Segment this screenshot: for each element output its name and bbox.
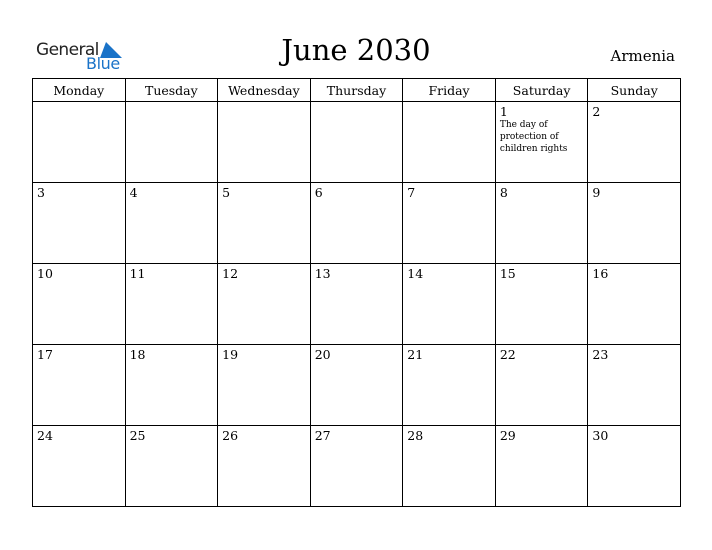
day-cell bbox=[588, 102, 681, 183]
day-number: 13 bbox=[314, 266, 331, 281]
day-cell bbox=[588, 345, 681, 426]
day-number: 1 bbox=[499, 104, 508, 119]
day-cell bbox=[588, 264, 681, 345]
day-cell bbox=[33, 426, 126, 507]
day-number: 6 bbox=[314, 185, 323, 200]
day-cell bbox=[33, 264, 126, 345]
weekday-header: Sunday bbox=[588, 79, 681, 102]
day-cell bbox=[310, 426, 403, 507]
calendar-grid bbox=[32, 78, 681, 507]
day-cell bbox=[125, 183, 218, 264]
day-cell bbox=[125, 264, 218, 345]
day-cell bbox=[218, 183, 311, 264]
day-number: 8 bbox=[499, 185, 508, 200]
day-cell bbox=[588, 426, 681, 507]
day-cell bbox=[495, 264, 588, 345]
day-cell bbox=[125, 345, 218, 426]
day-cell bbox=[495, 426, 588, 507]
day-cell bbox=[588, 183, 681, 264]
day-number: 23 bbox=[592, 347, 609, 362]
day-number: 28 bbox=[407, 428, 424, 443]
day-number: 22 bbox=[499, 347, 516, 362]
day-cell bbox=[125, 102, 218, 183]
day-number: 16 bbox=[592, 266, 609, 281]
country-label: Armenia bbox=[610, 47, 675, 65]
page-title: June 2030 bbox=[281, 33, 431, 67]
day-cell bbox=[310, 264, 403, 345]
day-cell bbox=[218, 426, 311, 507]
weekday-header: Wednesday bbox=[218, 79, 311, 102]
day-number: 24 bbox=[37, 428, 53, 443]
day-cell bbox=[310, 102, 403, 183]
logo-word-general: General bbox=[36, 40, 99, 60]
day-cell bbox=[218, 264, 311, 345]
day-number: 11 bbox=[129, 266, 146, 281]
day-number: 4 bbox=[129, 185, 138, 200]
weekday-header: Tuesday bbox=[125, 79, 218, 102]
day-number: 20 bbox=[314, 347, 331, 362]
day-cell bbox=[495, 183, 588, 264]
day-number: 26 bbox=[222, 428, 239, 443]
day-cell bbox=[403, 183, 496, 264]
day-number: 9 bbox=[592, 185, 601, 200]
day-cell bbox=[33, 102, 126, 183]
logo-word-blue: Blue bbox=[86, 54, 120, 73]
day-cell bbox=[403, 102, 496, 183]
day-cell bbox=[125, 426, 218, 507]
weekday-header: Saturday bbox=[495, 79, 588, 102]
week-row bbox=[33, 345, 681, 426]
day-number: 21 bbox=[407, 347, 424, 362]
day-number: 19 bbox=[222, 347, 239, 362]
day-number: 14 bbox=[407, 266, 424, 281]
day-cell bbox=[495, 345, 588, 426]
weekday-header-row bbox=[33, 79, 681, 102]
day-cell bbox=[33, 183, 126, 264]
day-number: 17 bbox=[37, 347, 53, 362]
day-cell bbox=[310, 183, 403, 264]
weekday-header: Friday bbox=[403, 79, 496, 102]
weekday-header: Monday bbox=[33, 79, 126, 102]
day-number: 10 bbox=[37, 266, 53, 281]
day-number: 15 bbox=[499, 266, 516, 281]
day-number: 2 bbox=[592, 104, 601, 119]
holiday-label: The day of protection of children rights bbox=[499, 120, 568, 154]
weekday-header: Thursday bbox=[310, 79, 403, 102]
day-number: 27 bbox=[314, 428, 331, 443]
day-number: 25 bbox=[129, 428, 146, 443]
day-number: 3 bbox=[37, 185, 45, 200]
day-number: 5 bbox=[222, 185, 231, 200]
day-cell bbox=[33, 345, 126, 426]
week-row bbox=[33, 183, 681, 264]
day-number: 30 bbox=[592, 428, 609, 443]
day-number: 29 bbox=[499, 428, 516, 443]
day-cell bbox=[310, 345, 403, 426]
week-row bbox=[33, 264, 681, 345]
day-cell bbox=[403, 426, 496, 507]
week-row bbox=[33, 426, 681, 507]
day-cell bbox=[218, 102, 311, 183]
day-number: 18 bbox=[129, 347, 146, 362]
day-number: 12 bbox=[222, 266, 239, 281]
day-number: 7 bbox=[407, 185, 416, 200]
day-cell bbox=[403, 264, 496, 345]
day-cell bbox=[403, 345, 496, 426]
week-row bbox=[33, 102, 681, 183]
day-cell bbox=[218, 345, 311, 426]
day-cell bbox=[495, 102, 588, 183]
